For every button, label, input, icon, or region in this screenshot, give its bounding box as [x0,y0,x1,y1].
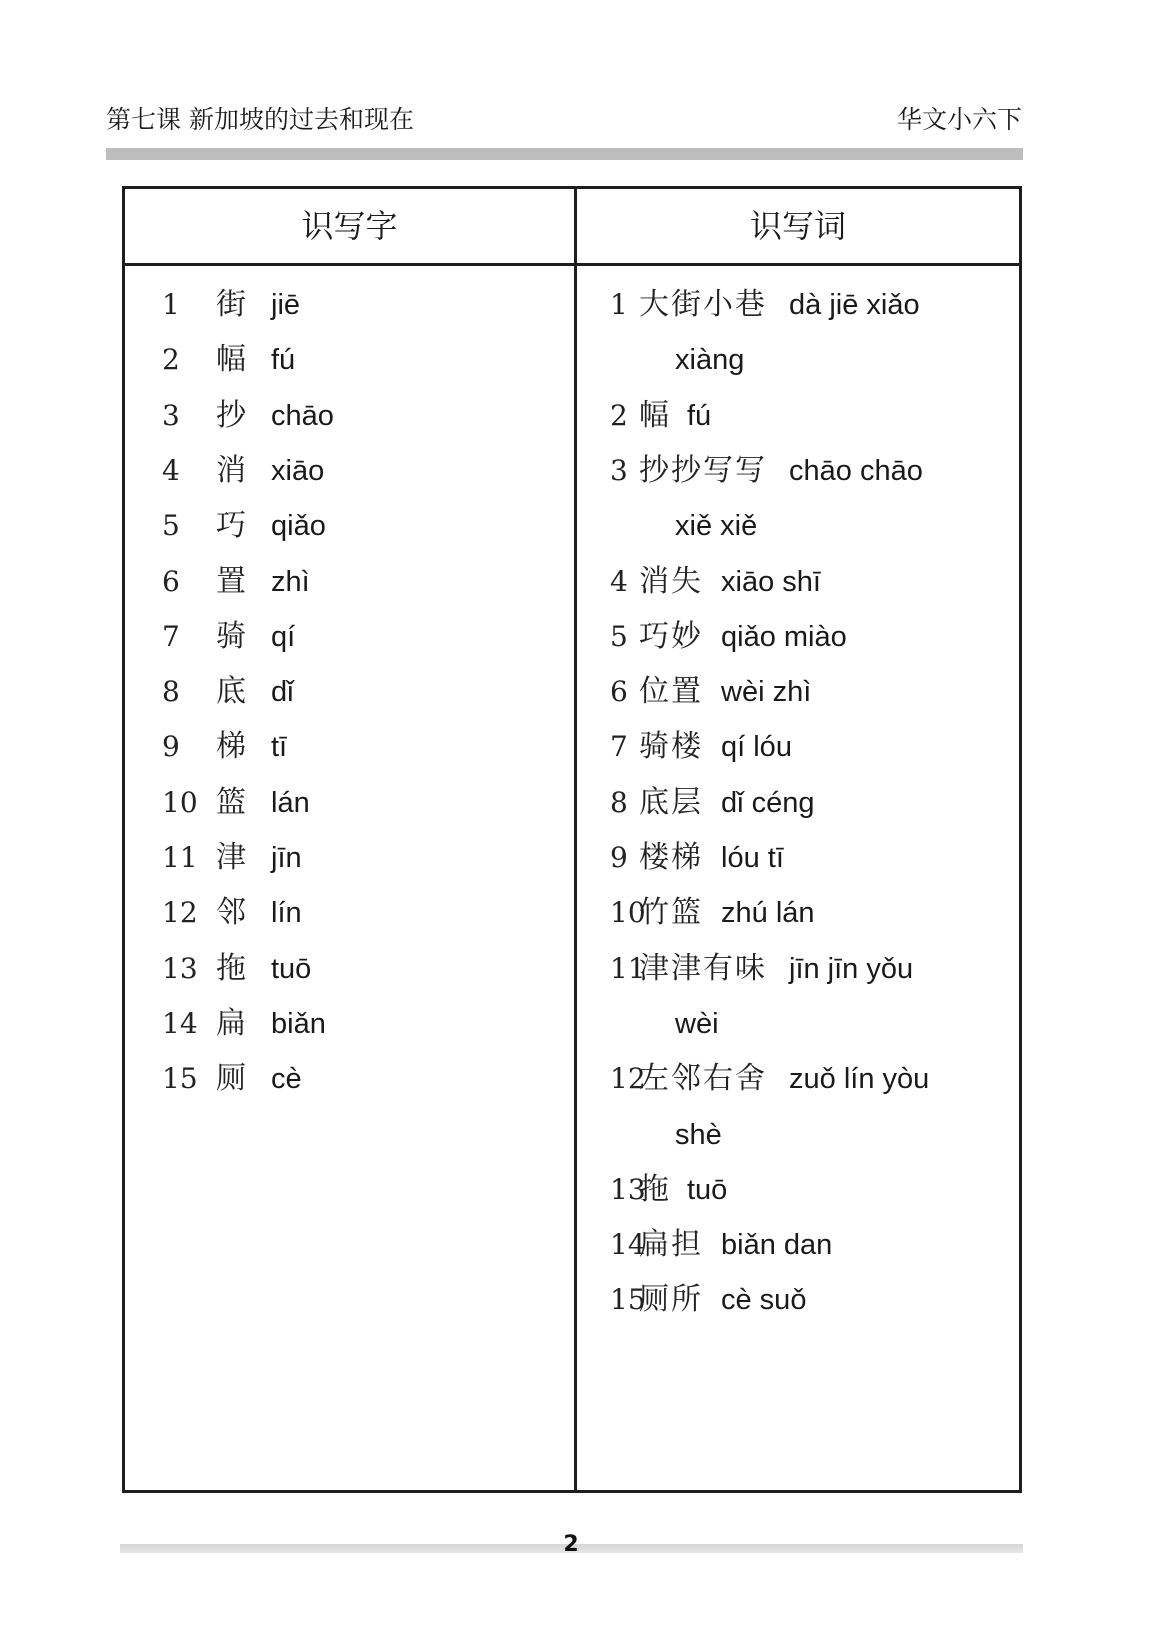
column-header-characters: 识写字 [301,207,398,245]
item-number: 4 [610,564,628,598]
chinese-word: 消失 [639,563,703,599]
pinyin: lóu tī [721,842,784,874]
chinese-character: 厕 [216,1061,248,1097]
item-number: 6 [610,675,628,709]
word-item [577,1225,1019,1265]
item-number: 13 [610,1172,646,1206]
item-number: 14 [162,1006,198,1040]
item-number: 8 [610,785,628,819]
character-item [125,949,574,989]
chinese-character: 骑 [216,618,248,654]
pinyin: xiāo shī [721,565,821,598]
chinese-character: 底 [216,674,248,710]
chinese-character: 梯 [216,729,248,765]
pinyin: tuō [271,952,312,985]
chinese-character: 拖 [216,950,248,986]
item-number: 2 [162,343,180,377]
pinyin: qiǎo miào [721,620,847,653]
chinese-word: 大街小巷 [639,287,767,322]
character-item [125,672,574,712]
chinese-word: 幅 [639,397,671,433]
character-item [125,1004,574,1044]
word-item [577,783,1019,823]
item-number: 10 [610,896,646,930]
chinese-word: 扁担 [639,1227,703,1263]
item-number: 8 [162,675,180,709]
character-item [125,838,574,878]
item-number: 3 [162,398,180,432]
word-item [577,617,1019,657]
item-number: 7 [610,730,628,764]
chinese-word: 竹篮 [639,895,703,931]
chinese-word: 左邻右舍 [639,1061,767,1097]
pinyin: xiāo [271,454,325,487]
chinese-word: 位置 [639,674,703,710]
pinyin: cè suǒ [721,1284,807,1317]
item-number: 11 [162,841,198,874]
item-number: 5 [162,509,180,543]
item-number: 6 [162,564,180,598]
character-item [125,783,574,823]
pinyin: tuō [687,1173,728,1206]
pinyin: dǐ céng [721,786,815,819]
word-item [577,672,1019,712]
chinese-word: 抄抄写写 [639,452,767,488]
item-number: 10 [162,785,198,819]
chinese-word: 厕所 [639,1282,703,1318]
item-number: 15 [162,1062,198,1096]
item-number: 7 [162,619,180,653]
word-item [577,562,1019,602]
pinyin: zuǒ lín yòu [789,1063,930,1096]
character-item [125,506,574,546]
pinyin: qí lóu [721,731,792,764]
item-number: 15 [610,1283,646,1317]
chinese-character: 篮 [216,784,248,820]
chinese-character: 巧 [216,508,248,544]
column-header-words: 识写词 [749,207,846,245]
chinese-character: 消 [216,452,248,488]
pinyin: fú [687,399,712,432]
chinese-word: 拖 [639,1171,671,1207]
pinyin: dǐ [271,676,294,709]
word-item [577,727,1019,767]
pinyin: dà jiē xiǎo [789,289,920,321]
chinese-character: 津 [216,840,248,875]
character-item [125,727,574,767]
pinyin: jīn [271,842,302,874]
word-item [577,396,1019,436]
word-item [577,838,1019,878]
header-divider-bar [106,148,1023,160]
pinyin: chāo [271,399,334,432]
chinese-character: 抄 [216,397,248,433]
page-number: 2 [563,1532,579,1557]
item-number: 1 [610,288,628,321]
chinese-character: 幅 [216,342,248,378]
pinyin: fú [271,344,296,377]
character-item [125,562,574,602]
character-item [125,1059,574,1099]
pinyin: lín [271,897,302,930]
pinyin: zhì [271,565,310,598]
pinyin: wèi zhì [721,676,812,709]
pinyin: qí [271,620,296,653]
pinyin: chāo chāo [789,454,923,487]
chinese-word: 楼梯 [639,840,703,875]
pinyin: jīn jīn yǒu [789,952,914,985]
word-item [577,1059,1019,1099]
pinyin: cè [271,1063,302,1096]
character-item [125,893,574,933]
item-number: 13 [162,951,198,985]
character-item [125,340,574,380]
vocabulary-table [122,186,1022,1493]
chinese-word: 巧妙 [639,618,703,654]
item-number: 1 [162,288,180,321]
item-number: 2 [610,398,628,432]
pinyin: jiē [271,289,301,321]
item-number: 4 [162,453,180,487]
item-number: 11 [610,951,646,985]
pinyin: xiě xiě [675,510,758,543]
chinese-character: 置 [216,563,248,599]
book-title: 华文小六下 [896,105,1022,134]
item-number: 12 [610,1062,646,1096]
pinyin: qiǎo [271,510,326,543]
item-number: 12 [162,896,198,930]
pinyin: wèi [675,1007,719,1040]
chinese-word: 津津有味 [639,950,767,986]
pinyin: biǎn [271,1007,326,1040]
chinese-character: 扁 [216,1005,248,1041]
word-item [577,285,1019,325]
word-item [577,949,1019,989]
character-item [125,285,574,325]
item-number: 14 [610,1228,646,1262]
chinese-character: 街 [216,287,248,322]
word-item [577,1280,1019,1320]
item-number: 3 [610,453,628,487]
pinyin: zhú lán [721,897,815,930]
header-row-divider [125,263,1019,266]
item-number: 9 [162,730,180,764]
word-item [577,1170,1019,1210]
chinese-word: 骑楼 [639,729,703,765]
character-item [125,451,574,491]
item-number: 9 [610,841,628,874]
character-item [125,617,574,657]
chinese-word: 底层 [639,784,703,820]
pinyin: tī [271,731,288,764]
lesson-title: 第七课 新加坡的过去和现在 [106,105,414,134]
pinyin: lán [271,786,310,819]
word-item [577,893,1019,933]
chinese-character: 邻 [216,895,248,931]
pinyin: shè [675,1118,722,1151]
pinyin: xiàng [675,344,745,377]
pinyin: biǎn dan [721,1229,833,1262]
item-number: 5 [610,619,628,653]
character-item [125,396,574,436]
word-item [577,451,1019,491]
